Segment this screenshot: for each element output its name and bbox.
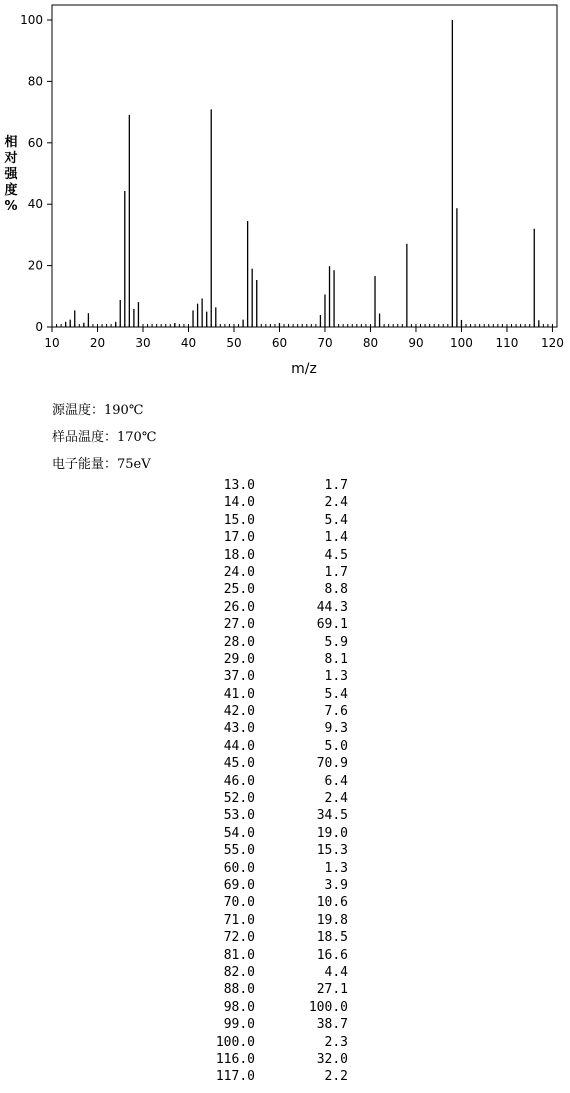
intensity-cell: 5.9 bbox=[324, 634, 348, 650]
table-row bbox=[195, 1016, 348, 1033]
mz-cell: 99.0 bbox=[223, 1017, 255, 1033]
table-row bbox=[195, 807, 348, 824]
intensity-cell: 10.6 bbox=[316, 895, 348, 911]
y-axis-title-char: 强 bbox=[4, 167, 18, 182]
table-row bbox=[195, 825, 348, 842]
y-tick-label: 80 bbox=[27, 74, 43, 89]
table-row bbox=[195, 494, 348, 511]
x-axis-ticks bbox=[44, 327, 564, 350]
y-tick-label: 100 bbox=[20, 13, 43, 27]
intensity-cell: 100.0 bbox=[308, 999, 348, 1015]
mz-cell: 52.0 bbox=[223, 791, 255, 807]
intensity-cell: 1.3 bbox=[324, 860, 348, 876]
mz-cell: 14.0 bbox=[223, 495, 255, 511]
mz-cell: 71.0 bbox=[223, 912, 255, 928]
y-axis-title-char: 对 bbox=[4, 151, 18, 166]
x-tick-label: 100 bbox=[450, 336, 473, 350]
mz-cell: 13.0 bbox=[223, 478, 255, 493]
intensity-cell: 32.0 bbox=[316, 1051, 348, 1067]
table-row bbox=[195, 529, 348, 546]
intensity-cell: 1.4 bbox=[324, 530, 348, 546]
table-row bbox=[195, 634, 348, 651]
intensity-cell: 16.6 bbox=[316, 947, 348, 963]
mz-cell: 69.0 bbox=[223, 877, 255, 893]
y-tick-label: 40 bbox=[27, 197, 43, 212]
mz-cell: 44.0 bbox=[223, 738, 255, 754]
mz-cell: 55.0 bbox=[223, 843, 255, 859]
condition-value: 170℃ bbox=[117, 430, 157, 445]
y-axis-title-char: 度 bbox=[4, 183, 18, 198]
y-tick-label: 60 bbox=[27, 135, 43, 150]
mz-cell: 45.0 bbox=[223, 756, 255, 772]
mz-cell: 43.0 bbox=[223, 721, 255, 737]
mz-cell: 98.0 bbox=[223, 999, 255, 1015]
mz-cell: 72.0 bbox=[223, 930, 255, 946]
x-tick-label: 50 bbox=[226, 336, 242, 350]
table-row bbox=[195, 668, 348, 685]
x-tick-label: 80 bbox=[362, 336, 379, 350]
table-row bbox=[195, 842, 348, 859]
mz-cell: 15.0 bbox=[223, 512, 255, 528]
table-row bbox=[195, 616, 348, 633]
x-tick-label: 110 bbox=[495, 336, 519, 350]
intensity-cell: 5.0 bbox=[324, 738, 348, 754]
intensity-cell: 3.9 bbox=[324, 877, 348, 893]
mz-cell: 117.0 bbox=[215, 1069, 255, 1085]
table-row bbox=[195, 1068, 348, 1085]
table-row bbox=[195, 999, 348, 1016]
mz-cell: 46.0 bbox=[223, 773, 255, 789]
condition-label: 源温度： bbox=[52, 403, 105, 418]
mz-cell: 28.0 bbox=[223, 634, 255, 650]
table-row bbox=[195, 512, 348, 529]
intensity-cell: 5.4 bbox=[324, 512, 348, 528]
table-row bbox=[195, 720, 348, 737]
x-tick-label: 70 bbox=[317, 336, 333, 350]
mz-cell: 42.0 bbox=[223, 704, 255, 720]
mz-cell: 24.0 bbox=[223, 564, 255, 580]
condition-value: 190℃ bbox=[104, 403, 144, 418]
x-tick-label: 20 bbox=[89, 336, 106, 350]
intensity-cell: 18.5 bbox=[316, 930, 348, 946]
intensity-cell: 38.7 bbox=[316, 1017, 348, 1033]
y-tick-label: 0 bbox=[35, 320, 43, 334]
table-row bbox=[195, 981, 348, 998]
table-row bbox=[195, 790, 348, 807]
peak-list-table bbox=[195, 477, 348, 1086]
condition-value: 75eV bbox=[117, 457, 151, 472]
x-tick-label: 90 bbox=[408, 336, 424, 350]
intensity-cell: 7.6 bbox=[324, 704, 348, 720]
y-axis-title-char: % bbox=[4, 199, 18, 214]
mz-cell: 17.0 bbox=[223, 530, 255, 546]
table-row bbox=[195, 738, 348, 755]
table-row bbox=[195, 1034, 348, 1051]
intensity-cell: 5.4 bbox=[324, 686, 348, 702]
mz-cell: 41.0 bbox=[223, 686, 255, 702]
mz-cell: 27.0 bbox=[223, 617, 255, 633]
intensity-cell: 8.8 bbox=[324, 582, 348, 598]
intensity-cell: 2.4 bbox=[324, 791, 348, 807]
condition-label: 电子能量： bbox=[52, 457, 118, 472]
y-axis-ticks bbox=[20, 13, 52, 334]
x-tick-label: 40 bbox=[180, 336, 197, 350]
mz-cell: 37.0 bbox=[223, 669, 255, 685]
intensity-cell: 2.4 bbox=[324, 495, 348, 511]
mz-cell: 26.0 bbox=[223, 599, 255, 615]
x-tick-label: 120 bbox=[540, 336, 564, 350]
condition-line bbox=[52, 426, 156, 445]
table-row bbox=[195, 912, 348, 929]
mz-cell: 18.0 bbox=[223, 547, 255, 563]
intensity-cell: 19.8 bbox=[316, 912, 348, 928]
mz-cell: 54.0 bbox=[223, 825, 255, 841]
table-row bbox=[195, 477, 348, 494]
condition-line bbox=[52, 399, 143, 418]
peak-bars bbox=[66, 20, 539, 327]
table-row bbox=[195, 564, 348, 581]
table-row bbox=[195, 894, 348, 911]
mz-cell: 53.0 bbox=[223, 808, 255, 824]
intensity-cell: 1.3 bbox=[324, 669, 348, 685]
y-axis-title-char: 相 bbox=[4, 135, 18, 150]
intensity-cell: 4.4 bbox=[324, 964, 348, 980]
intensity-cell: 4.5 bbox=[324, 547, 348, 563]
mz-cell: 29.0 bbox=[223, 651, 255, 667]
mz-cell: 60.0 bbox=[223, 860, 255, 876]
y-tick-label: 20 bbox=[27, 258, 43, 273]
table-row bbox=[195, 860, 348, 877]
condition-line bbox=[52, 453, 151, 472]
mass-spectrum-chart bbox=[0, 0, 570, 380]
x-tick-label: 10 bbox=[44, 336, 60, 350]
intensity-cell: 69.1 bbox=[316, 617, 348, 633]
table-row bbox=[195, 703, 348, 720]
table-row bbox=[195, 755, 348, 772]
intensity-cell: 1.7 bbox=[324, 478, 348, 493]
intensity-cell: 27.1 bbox=[316, 982, 348, 998]
intensity-cell: 9.3 bbox=[324, 721, 348, 737]
intensity-cell: 2.2 bbox=[324, 1069, 348, 1085]
mz-cell: 100.0 bbox=[215, 1034, 255, 1050]
condition-label: 样品温度： bbox=[52, 430, 118, 445]
table-row bbox=[195, 773, 348, 790]
intensity-cell: 19.0 bbox=[316, 825, 348, 841]
table-row bbox=[195, 581, 348, 598]
table-row bbox=[195, 686, 348, 703]
intensity-cell: 2.3 bbox=[324, 1034, 348, 1050]
intensity-cell: 70.9 bbox=[316, 756, 348, 772]
mz-cell: 88.0 bbox=[223, 982, 255, 998]
table-row bbox=[195, 599, 348, 616]
table-row bbox=[195, 947, 348, 964]
intensity-cell: 8.1 bbox=[324, 651, 348, 667]
y-axis-title bbox=[3, 134, 18, 214]
intensity-cell: 44.3 bbox=[316, 599, 348, 615]
table-row bbox=[195, 877, 348, 894]
intensity-cell: 6.4 bbox=[324, 773, 348, 789]
intensity-cell: 15.3 bbox=[316, 843, 348, 859]
table-row bbox=[195, 651, 348, 668]
mz-cell: 116.0 bbox=[215, 1051, 255, 1067]
table-row bbox=[195, 1051, 348, 1068]
intensity-cell: 1.7 bbox=[324, 564, 348, 580]
plot-frame bbox=[52, 5, 557, 327]
intensity-cell: 34.5 bbox=[316, 808, 348, 824]
mz-cell: 82.0 bbox=[223, 964, 255, 980]
mz-cell: 70.0 bbox=[223, 895, 255, 911]
x-tick-label: 60 bbox=[271, 336, 288, 350]
x-axis-title: m/z bbox=[291, 361, 317, 377]
mz-cell: 25.0 bbox=[223, 582, 255, 598]
table-row bbox=[195, 547, 348, 564]
x-tick-label: 30 bbox=[135, 336, 151, 350]
table-row bbox=[195, 929, 348, 946]
table-row bbox=[195, 964, 348, 981]
mz-cell: 81.0 bbox=[223, 947, 255, 963]
